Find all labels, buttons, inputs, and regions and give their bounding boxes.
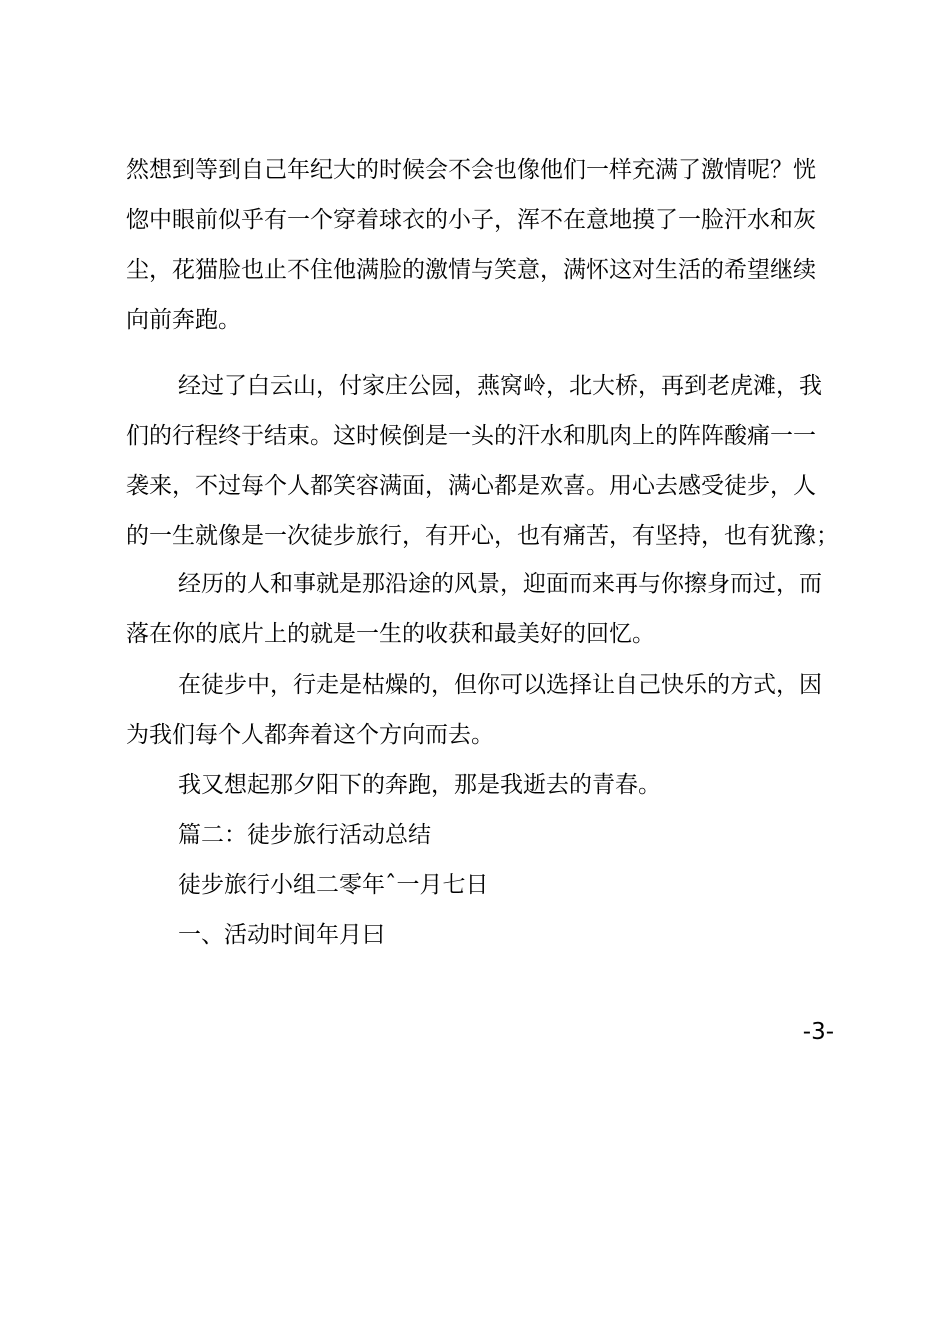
paragraph-5-line-1: 我又想起那夕阳下的奔跑，那是我逝去的青春。 — [178, 772, 661, 798]
section-heading: 篇二：徒步旅行活动总结 — [178, 822, 431, 848]
paragraph-2-line-1: 经过了白云山，付家庄公园，燕窝岭，北大桥，再到老虎滩，我 — [178, 373, 822, 399]
paragraph-1-line-3: 尘，花猫脸也止不住他满脸的激情与笑意，满怀这对生活的希望继续 — [126, 257, 816, 283]
paragraph-1-line-2: 惚中眼前似乎有一个穿着球衣的小子，浑不在意地摸了一脸汗水和灰 — [126, 207, 816, 233]
paragraph-2-line-2: 们的行程终于结束。这时候倒是一头的汗水和肌肉上的阵阵酸痛一一 — [126, 423, 816, 449]
paragraph-3-line-2: 落在你的底片上的就是一生的收获和最美好的回忆。 — [126, 621, 655, 647]
paragraph-2-line-3: 袭来，不过每个人都笑容满面，满心都是欢喜。用心去感受徒步，人 — [126, 473, 816, 499]
paragraph-1-line-4: 向前奔跑。 — [126, 307, 241, 333]
paragraph-4-line-2: 为我们每个人都奔着这个方向而去。 — [126, 722, 494, 748]
group-date-line: 徒步旅行小组二零年ˆ一月七日 — [178, 872, 489, 898]
paragraph-2-line-4: 的一生就像是一次徒步旅行，有开心，也有痛苦，有坚持，也有犹豫； — [126, 523, 839, 549]
activity-time-line: 一、活动时间年月曰 — [178, 922, 385, 948]
paragraph-3-line-1: 经历的人和事就是那沿途的风景，迎面而来再与你擦身而过，而 — [178, 571, 822, 597]
page-number: -3- — [802, 1019, 834, 1045]
paragraph-4-line-1: 在徒步中，行走是枯燥的，但你可以选择让自己快乐的方式，因 — [178, 672, 822, 698]
paragraph-1-line-1: 然想到等到自己年纪大的时候会不会也像他们一样充满了激情呢？恍 — [126, 157, 816, 183]
